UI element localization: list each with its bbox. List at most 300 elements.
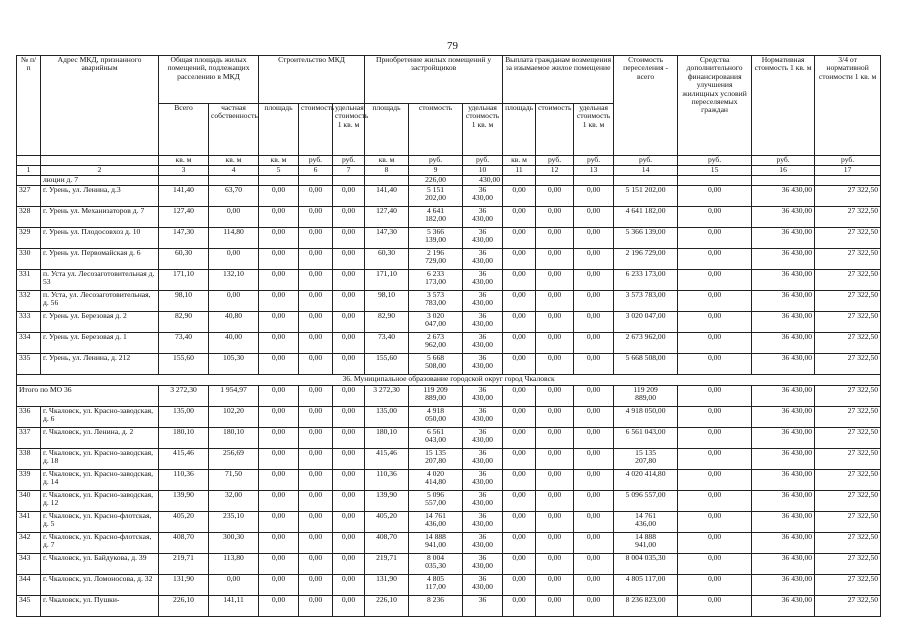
header-norm-cost: Нормативная стоимость 1 кв. м [752,56,815,156]
column-number: 6 [299,166,333,176]
payout-area-cell: 0,00 [503,512,536,533]
private-area-cell: 235,10 [209,512,259,533]
unit-label: руб. [574,156,614,166]
norm-cost-cell: 36 430,00 [752,249,815,270]
private-area-cell: 63,70 [209,186,259,207]
acquisition-area-cell: 131,90 [365,575,409,596]
row-number: 337 [17,428,41,449]
payout-unit-cost-cell: 0,00 [574,228,614,249]
norm-cost-cell: 36 430,00 [752,270,815,291]
payout-area-cell: 0,00 [503,491,536,512]
header-cost-total: Стоимость переселения - всего [614,56,678,156]
acquisition-area-cell: 73,40 [365,333,409,354]
construction-cost-cell: 0,00 [299,386,333,407]
total-area-cell: 226,10 [159,596,209,617]
table-row [17,354,881,375]
acquisition-cost-cell-line2: 414,80 [425,477,446,486]
payout-unit-cost-cell: 0,00 [574,449,614,470]
acquisition-cost-cell-line2: 117,00 [425,582,446,591]
address-cell: г. Чкаловск, ул. Красно-заводская, д. 12 [41,491,159,512]
cost-total-cell: 2 673 962,00 [614,333,678,354]
acquisition-cost-cell-line2: 139,00 [425,235,446,244]
acquisition-cost-cell [409,333,463,354]
acquisition-cost-cell-line1: 4 641 [426,206,445,215]
cost-total-cell: 4 641 182,00 [614,207,678,228]
private-area-cell: 40,80 [209,312,259,333]
acquisition-cost-cell-line1: 5 668 [426,353,445,362]
construction-cost-cell: 0,00 [299,428,333,449]
column-number: 10 [463,166,503,176]
construction-area-cell: 0,00 [259,249,299,270]
payout-area-cell: 0,00 [503,228,536,249]
payout-area-cell: 0,00 [503,596,536,617]
cost-total-cell-line1: 15 135 [635,448,657,457]
payout-cost-cell: 0,00 [536,596,574,617]
acquisition-cost-cell-line1: 15 135 [425,448,446,457]
payout-unit-cost-cell: 0,00 [574,312,614,333]
private-area-cell: 141,11 [209,596,259,617]
cost-total-cell-line1: 14 761 [635,511,657,520]
acquisition-unit-cost-cell-line2: 430,00 [472,340,493,349]
norm-cost-cell: 36 430,00 [752,312,815,333]
acquisition-cost-cell-line2: 207,80 [425,456,446,465]
acquisition-cost-cell [409,354,463,375]
extra-funds-cell: 0,00 [678,312,752,333]
acquisition-unit-cost-cell-line2: 430,00 [472,582,493,591]
acquisition-cost-cell-line1: 5 096 [426,490,445,499]
norm-cost-cell: 36 430,00 [752,533,815,554]
construction-unit-cost-cell: 0,00 [333,228,365,249]
acquisition-unit-cost-cell-line1: 36 [478,206,487,215]
row-number: 342 [17,533,41,554]
unit-label: руб. [815,156,881,166]
acquisition-cost-cell [409,207,463,228]
norm-cost-cell: 36 430,00 [752,291,815,312]
acquisition-cost-cell-line2: 182,00 [425,214,446,223]
construction-area-cell: 0,00 [259,333,299,354]
acquisition-cost-cell-line1: 5 366 [426,227,445,236]
construction-area-cell: 0,00 [259,428,299,449]
cost-total-cell: 2 196 729,00 [614,249,678,270]
unit-label: кв. м [503,156,536,166]
norm-cost-cell: 36 430,00 [752,596,815,617]
extra-funds-cell: 0,00 [678,407,752,428]
extra-funds-cell: 0,00 [678,228,752,249]
acquisition-area-cell: 110,36 [365,470,409,491]
extra-funds-cell: 0,00 [678,491,752,512]
private-area-cell: 132,10 [209,270,259,291]
three-quarters-cell: 27 322,50 [815,428,881,449]
subheader-cost: стоимость [299,104,333,156]
extra-funds-cell: 0,00 [678,354,752,375]
acquisition-area-cell: 127,40 [365,207,409,228]
extra-funds-cell: 0,00 [678,333,752,354]
cost-total-cell-line2: 207,80 [635,456,657,465]
payout-unit-cost-cell: 0,00 [574,491,614,512]
construction-unit-cost-cell: 0,00 [333,470,365,491]
payout-cost-cell: 0,00 [536,533,574,554]
acquisition-cost-cell-line2: 889,00 [425,393,446,402]
acquisition-unit-cost-cell-line1: 36 [478,595,487,604]
total-area-cell: 155,60 [159,354,209,375]
construction-unit-cost-cell: 0,00 [333,407,365,428]
unit-label: кв. м [259,156,299,166]
table-row [17,270,881,291]
acquisition-unit-cost-cell-line1: 36 [478,311,487,320]
acquisition-unit-cost-cell-line1: 36 [478,406,487,415]
acquisition-unit-cost-cell [463,270,503,291]
payout-cost-cell: 0,00 [536,291,574,312]
three-quarters-cell: 27 322,50 [815,291,881,312]
norm-cost-cell: 36 430,00 [752,333,815,354]
three-quarters-cell: 27 322,50 [815,533,881,554]
section-row [17,375,881,386]
table-row [17,554,881,575]
payout-cost-cell: 0,00 [536,449,574,470]
table-row [17,312,881,333]
acquisition-cost-cell-line1: 2 196 [426,248,445,257]
acquisition-area-cell: 139,90 [365,491,409,512]
acquisition-cost-cell-line1: 3 020 [426,311,445,320]
payout-area-cell: 0,00 [503,186,536,207]
acquisition-unit-cost-cell-line2: 430,00 [472,319,493,328]
header-three-quarters: 3/4 от нормативной стоимости 1 кв. м [815,56,881,156]
norm-cost-cell: 36 430,00 [752,575,815,596]
payout-cost-cell: 0,00 [536,207,574,228]
norm-cost-cell: 36 430,00 [752,186,815,207]
acquisition-area-cell: 141,40 [365,186,409,207]
cost-total-cell [614,596,678,617]
acquisition-cost-cell [409,596,463,617]
construction-cost-cell: 0,00 [299,407,333,428]
acquisition-unit-cost-cell-line1: 36 [478,248,487,257]
three-quarters-cell: 27 322,50 [815,312,881,333]
payout-area-cell: 0,00 [503,407,536,428]
header-payout: Выплата гражданам возмещения за изымаемое жилое помещение [503,56,614,104]
address-cell: г. Урень ул. Плодосовхоз д. 10 [41,228,159,249]
norm-cost-cell: 36 430,00 [752,449,815,470]
acquisition-unit-cost-cell-line1: 36 [478,553,487,562]
acquisition-cost-cell [409,512,463,533]
acquisition-unit-cost-cell-line1: 36 [478,385,487,394]
private-area-cell: 0,00 [209,575,259,596]
construction-unit-cost-cell: 0,00 [333,428,365,449]
payout-unit-cost-cell: 0,00 [574,407,614,428]
acquisition-unit-cost-cell [463,333,503,354]
row-number: 340 [17,491,41,512]
acquisition-cost-cell-line1: 119 209 [423,385,448,394]
acquisition-unit-cost-cell [463,249,503,270]
construction-unit-cost-cell: 0,00 [333,512,365,533]
column-number: 5 [259,166,299,176]
table-row [17,596,881,617]
construction-cost-cell: 0,00 [299,449,333,470]
subheader-area: площадь [259,104,299,156]
column-number: 2 [41,166,159,176]
payout-unit-cost-cell: 0,00 [574,270,614,291]
norm-cost-cell: 36 430,00 [752,554,815,575]
acquisition-cost-cell [409,186,463,207]
private-area-cell: 300,30 [209,533,259,554]
payout-area-cell: 0,00 [503,533,536,554]
construction-cost-cell: 0,00 [299,249,333,270]
acquisition-cost-cell [409,312,463,333]
row-number: 344 [17,575,41,596]
acquisition-unit-cost-cell-line1: 36 [478,353,487,362]
row-number: 336 [17,407,41,428]
acquisition-area-cell: 135,00 [365,407,409,428]
acquisition-unit-cost-cell-line2: 430,00 [472,256,493,265]
total-area-cell: 131,90 [159,575,209,596]
three-quarters-cell: 27 322,50 [815,575,881,596]
cost-cell: 226,00 [409,176,463,186]
acquisition-cost-cell-line2: 035,30 [425,561,446,570]
header-total-area: Общая площадь жилых помещений, подлежащих расселению в МКД [159,56,259,104]
construction-unit-cost-cell: 0,00 [333,270,365,291]
acquisition-unit-cost-cell [463,407,503,428]
acquisition-unit-cost-cell [463,354,503,375]
total-area-cell: 180,10 [159,428,209,449]
payout-cost-cell: 0,00 [536,228,574,249]
address-cell: г. Чкаловск, ул. Красно-заводская, д. 6 [41,407,159,428]
total-area-cell: 98,10 [159,291,209,312]
table-row [17,428,881,449]
construction-unit-cost-cell: 0,00 [333,449,365,470]
payout-unit-cost-cell: 0,00 [574,554,614,575]
unit-label: кв. м [365,156,409,166]
acquisition-unit-cost-cell-line1: 36 [478,332,487,341]
construction-unit-cost-cell: 0,00 [333,249,365,270]
construction-unit-cost-cell: 0,00 [333,554,365,575]
payout-cost-cell: 0,00 [536,512,574,533]
column-number: 1 [17,166,41,176]
address-cell: г. Урень ул. Березовая д. 2 [41,312,159,333]
private-area-cell: 1 954,97 [209,386,259,407]
row-number: 329 [17,228,41,249]
construction-unit-cost-cell: 0,00 [333,533,365,554]
row-number: 331 [17,270,41,291]
construction-area-cell: 0,00 [259,270,299,291]
norm-cost-cell: 36 430,00 [752,207,815,228]
acquisition-area-cell: 171,10 [365,270,409,291]
acquisition-cost-cell [409,554,463,575]
payout-area-cell: 0,00 [503,428,536,449]
acquisition-unit-cost-cell-line2: 430,00 [472,235,493,244]
acquisition-unit-cost-cell-line1: 36 [478,448,487,457]
construction-cost-cell: 0,00 [299,596,333,617]
unit-cost-cell: 430,00 [463,176,503,186]
payout-cost-cell: 0,00 [536,575,574,596]
acquisition-area-cell: 219,71 [365,554,409,575]
extra-funds-cell: 0,00 [678,186,752,207]
acquisition-area-cell: 60,30 [365,249,409,270]
acquisition-unit-cost-cell-line2: 430,00 [472,414,493,423]
acquisition-area-cell: 3 272,30 [365,386,409,407]
column-number: 12 [536,166,574,176]
acquisition-unit-cost-cell-line2: 430,00 [472,193,493,202]
payout-unit-cost-cell: 0,00 [574,512,614,533]
construction-area-cell: 0,00 [259,512,299,533]
payout-cost-cell: 0,00 [536,354,574,375]
private-area-cell: 40,00 [209,333,259,354]
unit-label: руб. [463,156,503,166]
column-number: 17 [815,166,881,176]
payout-cost-cell: 0,00 [536,270,574,291]
acquisition-cost-cell-line2: 047,00 [425,319,446,328]
address-cell: г. Чкаловск, ул. Красно-флотская, д. 5 [41,512,159,533]
acquisition-cost-cell-line1: 14 888 [425,532,446,541]
total-area-cell: 60,30 [159,249,209,270]
payout-cost-cell: 0,00 [536,333,574,354]
acquisition-area-cell: 226,10 [365,596,409,617]
cost-total-cell-line2: 436,00 [635,519,657,528]
cost-total-cell: 6 233 173,00 [614,270,678,291]
construction-cost-cell: 0,00 [299,270,333,291]
construction-area-cell: 0,00 [259,470,299,491]
subheader-unit-cost: удельная стоимость 1 кв. м [463,104,503,156]
acquisition-unit-cost-cell [463,596,503,617]
private-area-cell: 0,00 [209,249,259,270]
norm-cost-cell: 36 430,00 [752,512,815,533]
three-quarters-cell: 27 322,50 [815,512,881,533]
norm-cost-cell: 36 430,00 [752,491,815,512]
cost-total-cell-line1: 8 236 823,00 [625,595,666,604]
acquisition-cost-cell-line1: 4 020 [426,469,445,478]
acquisition-unit-cost-cell-line2: 430,00 [472,561,493,570]
acquisition-unit-cost-cell [463,312,503,333]
payout-area-cell: 0,00 [503,554,536,575]
acquisition-area-cell: 180,10 [365,428,409,449]
cost-total-cell-line1: 4 020 414,80 [625,469,666,478]
acquisition-cost-cell-line1: 3 573 [426,290,445,299]
column-number: 4 [209,166,259,176]
address-cell: г. Урень, ул. Ленина, д.3 [41,186,159,207]
row-number: 343 [17,554,41,575]
acquisition-cost-cell-line2: 783,00 [425,298,446,307]
acquisition-unit-cost-cell-line1: 36 [478,469,487,478]
table-row [17,291,881,312]
extra-funds-cell: 0,00 [678,554,752,575]
unit-label: руб. [678,156,752,166]
acquisition-unit-cost-cell [463,291,503,312]
acquisition-cost-cell [409,249,463,270]
cost-total-cell [614,512,678,533]
subheader-area: площадь [365,104,409,156]
acquisition-cost-cell-line1: 6 561 [426,427,445,436]
total-area-cell: 82,90 [159,312,209,333]
table-row [17,333,881,354]
acquisition-cost-cell [409,449,463,470]
acquisition-cost-cell [409,470,463,491]
extra-funds-cell: 0,00 [678,512,752,533]
total-area-cell: 171,10 [159,270,209,291]
acquisition-unit-cost-cell [463,512,503,533]
acquisition-unit-cost-cell-line2: 430,00 [472,361,493,370]
total-area-cell: 219,71 [159,554,209,575]
table-row [17,533,881,554]
table-row [17,207,881,228]
extra-funds-cell: 0,00 [678,449,752,470]
acquisition-unit-cost-cell-line1: 36 [478,269,487,278]
construction-unit-cost-cell: 0,00 [333,575,365,596]
row-number: 327 [17,186,41,207]
acquisition-cost-cell [409,491,463,512]
cost-total-cell [614,575,678,596]
acquisition-cost-cell-line1: 8 004 [426,553,445,562]
construction-unit-cost-cell: 0,00 [333,312,365,333]
column-number: 9 [409,166,463,176]
acquisition-unit-cost-cell-line2: 430,00 [472,393,493,402]
payout-unit-cost-cell: 0,00 [574,291,614,312]
three-quarters-cell: 27 322,50 [815,207,881,228]
acquisition-cost-cell-line2: 436,00 [425,519,446,528]
private-area-cell: 102,20 [209,407,259,428]
acquisition-unit-cost-cell-line2: 430,00 [472,519,493,528]
private-area-cell: 180,10 [209,428,259,449]
payout-area-cell: 0,00 [503,386,536,407]
acquisition-cost-cell [409,407,463,428]
extra-funds-cell: 0,00 [678,270,752,291]
acquisition-unit-cost-cell-line2: 430,00 [472,277,493,286]
acquisition-cost-cell [409,291,463,312]
acquisition-cost-cell [409,575,463,596]
acquisition-area-cell: 415,46 [365,449,409,470]
norm-cost-cell: 36 430,00 [752,470,815,491]
acquisition-cost-cell-line2: 173,00 [425,277,446,286]
cost-total-cell [614,533,678,554]
three-quarters-cell: 27 322,50 [815,270,881,291]
cost-total-cell: 5 668 508,00 [614,354,678,375]
address-cell: г. Чкаловск, ул. Красно-флотская, д. 7 [41,533,159,554]
payout-cost-cell: 0,00 [536,428,574,449]
acquisition-cost-cell-line1: 6 233 [426,269,445,278]
acquisition-unit-cost-cell [463,491,503,512]
payout-area-cell: 0,00 [503,291,536,312]
acquisition-unit-cost-cell [463,554,503,575]
acquisition-unit-cost-cell-line2: 430,00 [472,498,493,507]
subheader-unit-cost: удельная стоимость 1 кв. м [574,104,614,156]
cost-total-cell: 5 366 139,00 [614,228,678,249]
cost-total-cell-line2: 941,00 [635,540,657,549]
payout-unit-cost-cell: 0,00 [574,207,614,228]
construction-area-cell: 0,00 [259,449,299,470]
acquisition-unit-cost-cell-line1: 36 [478,532,487,541]
unit-label: руб. [333,156,365,166]
private-area-cell: 256,69 [209,449,259,470]
three-quarters-cell: 27 322,50 [815,470,881,491]
address-cell: п. Уста ул. Лесозаготовительная д. 53 [41,270,159,291]
acquisition-unit-cost-cell [463,428,503,449]
resettlement-table [16,55,881,617]
payout-unit-cost-cell: 0,00 [574,596,614,617]
total-area-cell: 127,40 [159,207,209,228]
payout-area-cell: 0,00 [503,312,536,333]
acquisition-cost-cell [409,428,463,449]
norm-cost-cell: 36 430,00 [752,228,815,249]
construction-cost-cell: 0,00 [299,491,333,512]
acquisition-area-cell: 408,70 [365,533,409,554]
acquisition-cost-cell-line2: 050,00 [425,414,446,423]
three-quarters-cell: 27 322,50 [815,491,881,512]
table-row [17,407,881,428]
payout-unit-cost-cell: 0,00 [574,249,614,270]
address-cell: люции д. 7 [41,176,159,186]
subheader-total: Всего [159,104,209,156]
acquisition-area-cell: 98,10 [365,291,409,312]
construction-cost-cell: 0,00 [299,554,333,575]
acquisition-cost-cell-line1: 8 236 [426,595,445,604]
total-area-cell: 73,40 [159,333,209,354]
